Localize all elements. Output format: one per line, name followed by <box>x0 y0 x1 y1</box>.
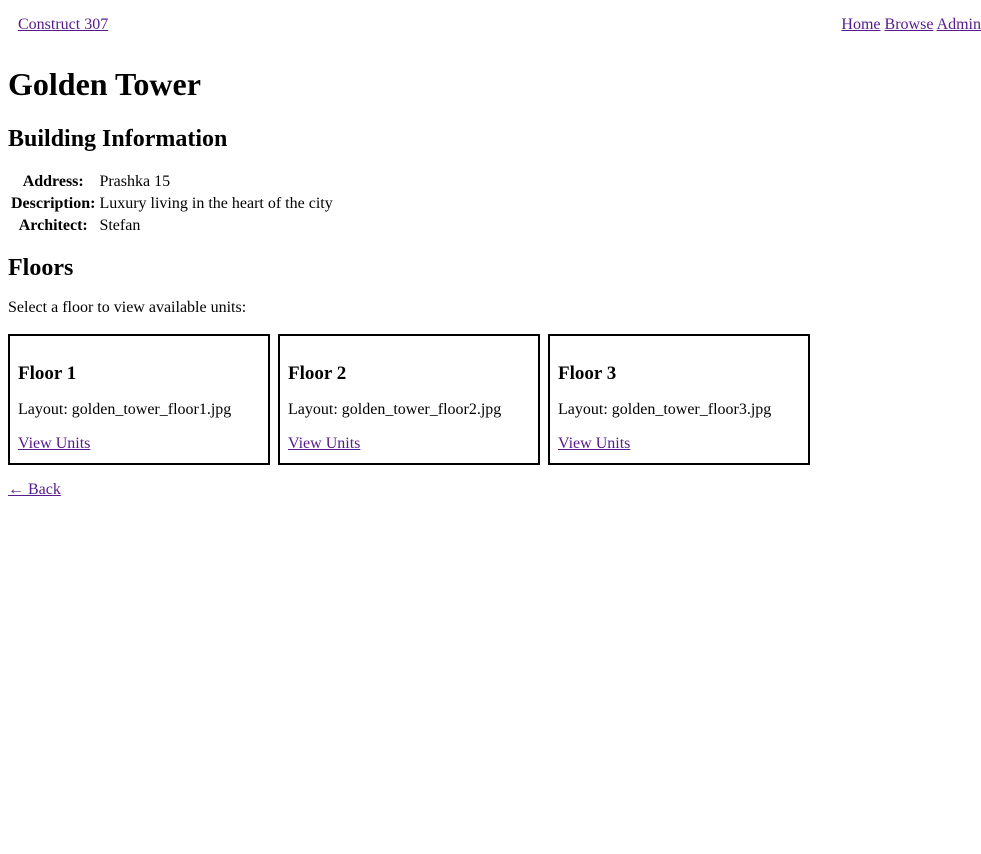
top-navigation <box>18 16 981 36</box>
view-units-link-floor-1[interactable]: View Units <box>18 435 91 452</box>
view-units-link-floor-3[interactable]: View Units <box>558 435 631 452</box>
nav-links <box>841 16 981 34</box>
floor-card-list <box>8 334 968 465</box>
floor-title: Floor 2 <box>288 363 347 384</box>
description-label: Description: <box>11 195 96 212</box>
info-row-architect <box>10 216 334 236</box>
building-info-table <box>8 170 336 238</box>
address-value: Prashka 15 <box>99 173 171 190</box>
info-row-description <box>10 194 334 214</box>
floor-layout: Layout: golden_tower_floor3.jpg <box>558 401 772 418</box>
nav-admin-link[interactable]: Admin <box>936 16 981 33</box>
view-units-link-floor-2[interactable]: View Units <box>288 435 361 452</box>
architect-value: Stefan <box>99 217 141 234</box>
brand-link[interactable]: Construct 307 <box>18 16 109 33</box>
back-link[interactable]: ← Back <box>8 481 61 498</box>
floor-card-3 <box>548 334 810 465</box>
building-info-heading: Building Information <box>8 126 228 152</box>
floor-layout: Layout: golden_tower_floor1.jpg <box>18 401 232 418</box>
description-value: Luxury living in the heart of the city <box>99 195 333 212</box>
floors-heading: Floors <box>8 255 74 281</box>
floor-card-1 <box>8 334 270 465</box>
floor-title: Floor 3 <box>558 363 617 384</box>
floor-layout: Layout: golden_tower_floor2.jpg <box>288 401 502 418</box>
floor-title: Floor 1 <box>18 363 77 384</box>
info-row-address <box>10 172 334 192</box>
main-content <box>8 64 968 500</box>
floors-prompt: Select a floor to view available units: <box>8 299 247 316</box>
page-title: Golden Tower <box>8 66 201 102</box>
floor-card-2 <box>278 334 540 465</box>
architect-label: Architect: <box>18 217 88 234</box>
nav-browse-link[interactable]: Browse <box>884 16 934 33</box>
address-label: Address: <box>22 173 84 190</box>
nav-home-link[interactable]: Home <box>841 16 881 33</box>
